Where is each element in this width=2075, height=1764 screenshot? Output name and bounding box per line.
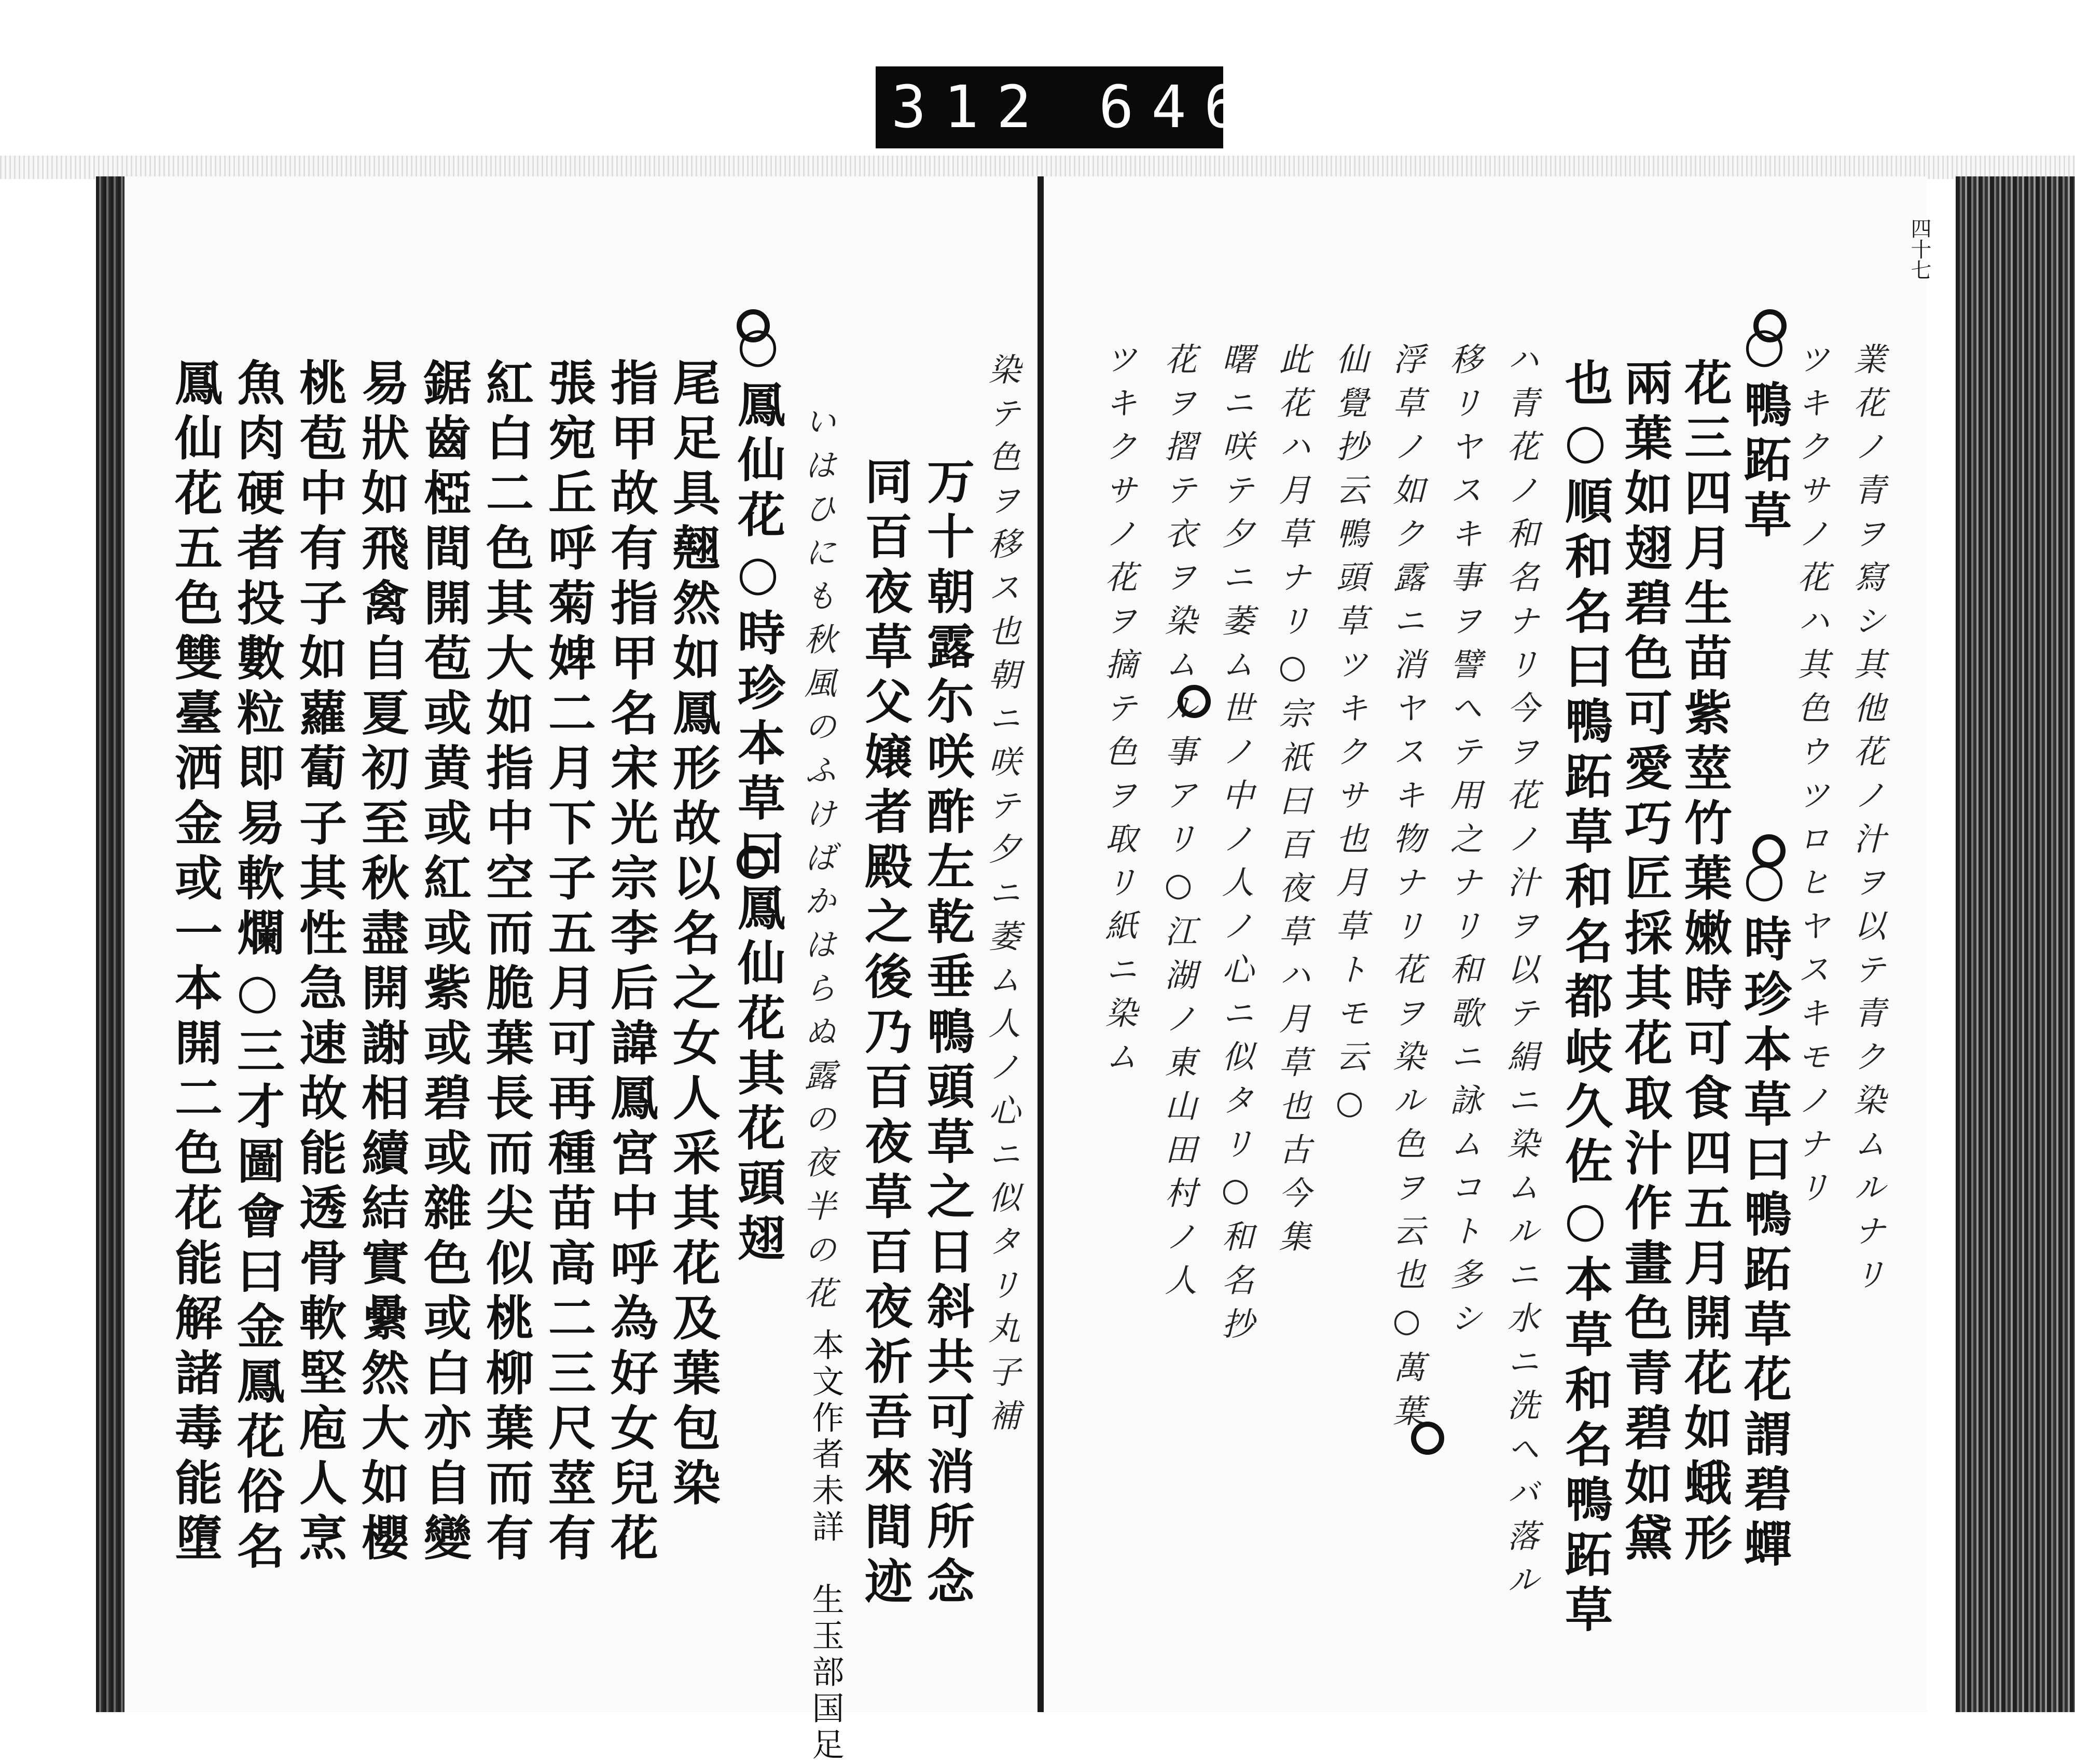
right-page-edge [1956,176,2075,1712]
right-text-column: 仙覺抄云鴨頭草ツキクサ也月草トモ云○ [1331,342,1368,1133]
circle-mark-icon [737,309,770,342]
left-page-edge [96,176,127,1712]
left-text-column: 尾足具翹然如鳳形故以名之女人采其花及葉包染 [665,358,721,1513]
right-text-column: ハ青花ノ和名ナリ今ヲ花ノ汁ヲ以テ絹ニ染ムルニ水ニ洗ヘバ落ル [1502,342,1540,1606]
left-text-column: 易狀如飛禽自夏初至秋盡開謝相續結實纍然大如櫻 [354,358,410,1568]
entry-heading: ○鴨跖草 [1736,316,1792,545]
archive-label [876,66,1309,148]
left-text-column: 鳳仙花五色雙臺洒金或一本開二色花能解諸毒能墮 [167,358,223,1568]
circle-mark-icon [1411,1422,1444,1455]
left-text-column: 張宛丘呼菊婢二月下子五月可再種苗高二三尺莖有 [541,358,597,1568]
right-text-column: ツキクサノ花ヲ摘テ色ヲ取リ紙ニ染ム [1100,342,1138,1083]
right-text-column: 業花ノ青ヲ寫シ其他花ノ汁ヲ以テ青ク染ムルナリ [1848,342,1886,1301]
right-text-column: ツキクサノ花ハ其色ウツロヒヤスキモノナリ [1792,342,1830,1214]
circle-mark-icon [1752,834,1786,867]
right-text-column: ○時珍本草曰鴨跖草花謂碧蟬 [1736,851,1792,1574]
right-text-column: 花ヲ摺テ衣ヲ染ムル事アリ○江湖ノ東山田村ノ人 [1159,342,1197,1307]
circle-mark-icon [1178,685,1211,718]
label-right-number: 646. [1099,74,1309,141]
circle-mark-icon [1753,309,1787,342]
folio-number: 四十七 [1907,218,1931,280]
book-spine [1038,176,1044,1712]
entry-heading: ○鳳仙花○時珍本草曰鳳仙花其花頭翅 [730,316,786,1268]
left-text-column: 桃苞中有子如蘿蔔子其性急速故能透骨軟堅庖人烹 [292,358,348,1568]
right-text-column: 花三四月生苗紫莖竹葉嫩時可食四五月開花如蛾形 [1677,358,1733,1568]
top-shadow [0,156,2075,179]
left-text-column: 本文作者未詳 生玉部国足 [807,1328,845,1764]
right-text-column: 浮草ノ如ク露ニ消ヤスキ物ナリ花ヲ染ル色ヲ云也○萬葉 [1388,342,1426,1438]
left-text-column: 紅白二色其大如指中空而脆葉長而尖似桃柳葉而有 [478,358,534,1568]
label-left-number: 312 [891,74,1049,141]
left-text-column: 万十朝露尓咲酢左乾垂鴨頭草之日斜共可消所念 [919,457,975,1611]
circle-mark-icon [737,846,770,879]
left-text-column: 指甲故有指甲名宋光宗李后諱鳳宮中呼為好女兒花 [603,358,659,1568]
right-text-column: 此花ハ月草ナリ○宗祇曰百夜草ハ月草也古今集 [1274,342,1311,1263]
right-text-column: 移リヤスキ事ヲ譬ヘテ用之ナリ和歌ニ詠ムコト多シ [1445,342,1483,1345]
right-text-column: 也○順和名曰鴨跖草和名都岐久佐○本草和名鴨跖草 [1557,358,1613,1639]
left-text-column: 魚肉硬者投數粒即易軟爛○三才圖會曰金鳳花俗名 [229,358,285,1576]
right-text-column: 曙ニ咲テ夕ニ萎ム世ノ中ノ人ノ心ニ似タリ○和名抄 [1216,342,1254,1350]
left-text-column: 鋸齒椏間開苞或黄或紅或紫或碧或雜色或白亦自變 [416,358,472,1568]
left-text-column: いはひにも秋風のふけばかはらぬ露の夜半の花 [799,405,837,1320]
left-text-column: 染テ色ヲ移ス也朝ニ咲テ夕ニ萎ム人ノ心ニ似タリ丸子補 [983,353,1021,1442]
right-text-column: 兩葉如翅碧色可愛巧匠採其花取汁作畫色青碧如黛 [1617,358,1673,1568]
left-text-column: 同百夜草父嬢者殿之後乃百夜草百夜祈吾來間迹 [857,457,913,1611]
